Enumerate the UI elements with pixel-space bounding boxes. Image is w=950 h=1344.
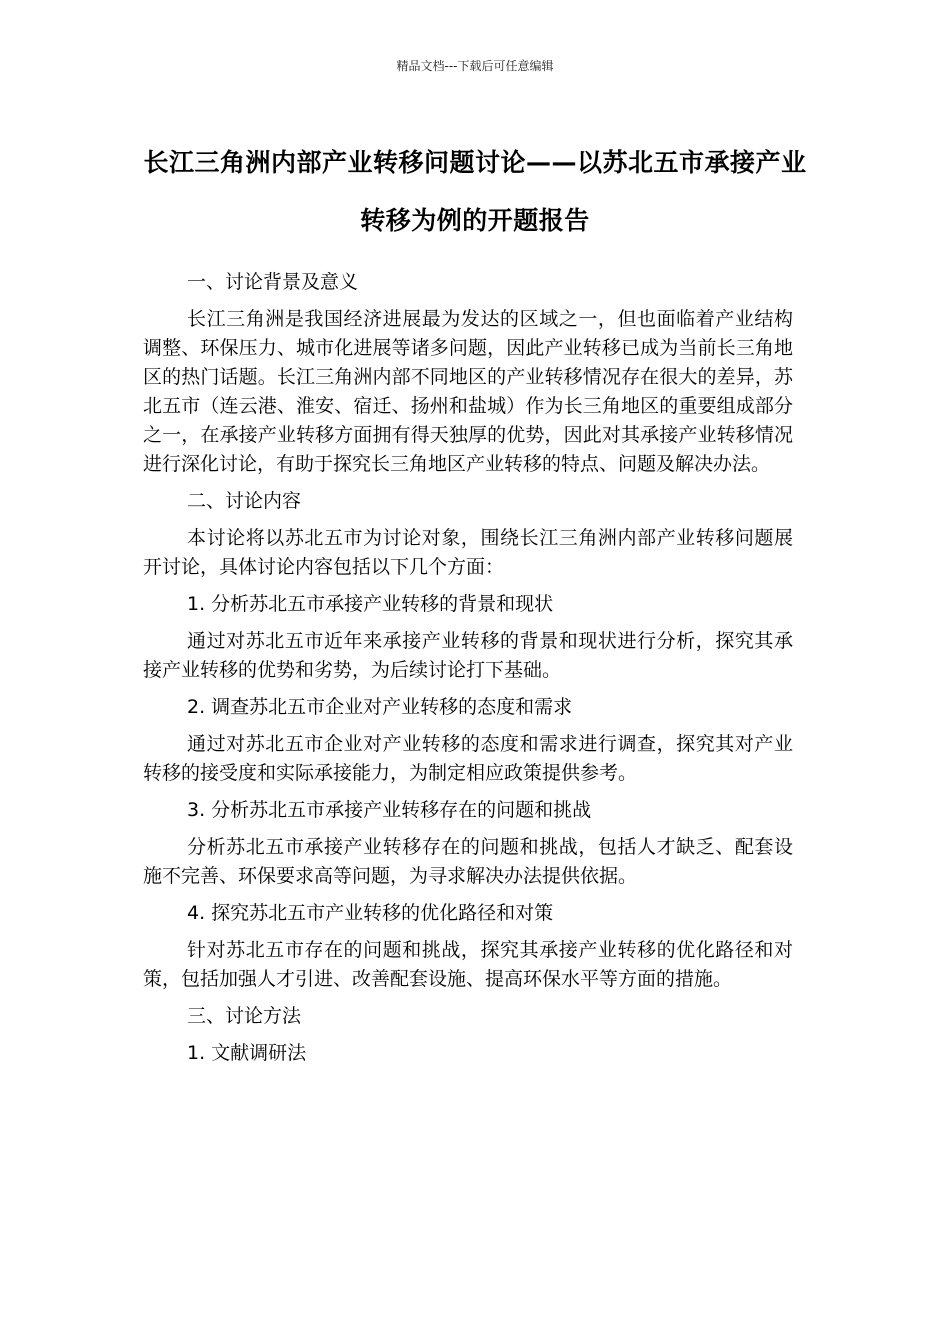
header-note: 精品文档---下载后可任意编辑 (396, 59, 554, 73)
paragraph-2: 通过对苏北五市企业对产业转移的态度和需求进行调查，探究其对产业转移的接受度和实际承接能力，为制定相应政策提供参考。 (143, 733, 793, 784)
paragraph-content-intro: 本讨论将以苏北五市为讨论对象，围绕长江三角洲内部产业转移问题展开讨论，具体讨论内容包括以下几个方面： (143, 527, 793, 578)
subheading-4: 4. 探究苏北五市产业转移的优化路径和对策 (187, 902, 554, 924)
subheading-2: 2. 调查苏北五市企业对产业转移的态度和需求 (187, 696, 573, 718)
section-heading-background: 一、讨论背景及意义 (187, 271, 359, 293)
paragraph-background: 长江三角洲是我国经济进展最为发达的区域之一，但也面临着产业结构调整、环保压力、城市化进展等诸多问题，因此产业转移已成为当前长三角地区的热门话题。长江三角洲内部不同地区的产业转移情况存在很大的差异，苏北五市（连云港、淮安、宿迁、扬州和盐城）作为长三角地区的重要组成部分之一，在承接产业转移方面拥有得天独厚的优势，因此对其承接产业转移情况进行深化讨论，有助于探究长三角地区产业转移的特点、问题及解决办法。 (143, 308, 793, 475)
paragraph-1: 通过对苏北五市近年来承接产业转移的背景和现状进行分析，探究其承接产业转移的优势和劣势，为后续讨论打下基础。 (143, 630, 793, 681)
document-title: 长江三角洲内部产业转移问题讨论——以苏北五市承接产业转移为例的开题报告 (143, 148, 807, 235)
section-heading-method: 三、讨论方法 (187, 1005, 302, 1027)
subheading-method-1: 1. 文献调研法 (187, 1042, 307, 1064)
paragraph-3: 分析苏北五市承接产业转移存在的问题和挑战，包括人才缺乏、配套设施不完善、环保要求高等问题，为寻求解决办法提供依据。 (143, 836, 793, 887)
subheading-3: 3. 分析苏北五市承接产业转移存在的问题和挑战 (187, 799, 592, 821)
section-heading-content: 二、讨论内容 (187, 490, 302, 512)
document-body (143, 268, 793, 1076)
subheading-1: 1. 分析苏北五市承接产业转移的背景和现状 (187, 593, 554, 615)
paragraph-4: 针对苏北五市存在的问题和挑战，探究其承接产业转移的优化路径和对策，包括加强人才引进、改善配套设施、提高环保水平等方面的措施。 (143, 939, 793, 990)
